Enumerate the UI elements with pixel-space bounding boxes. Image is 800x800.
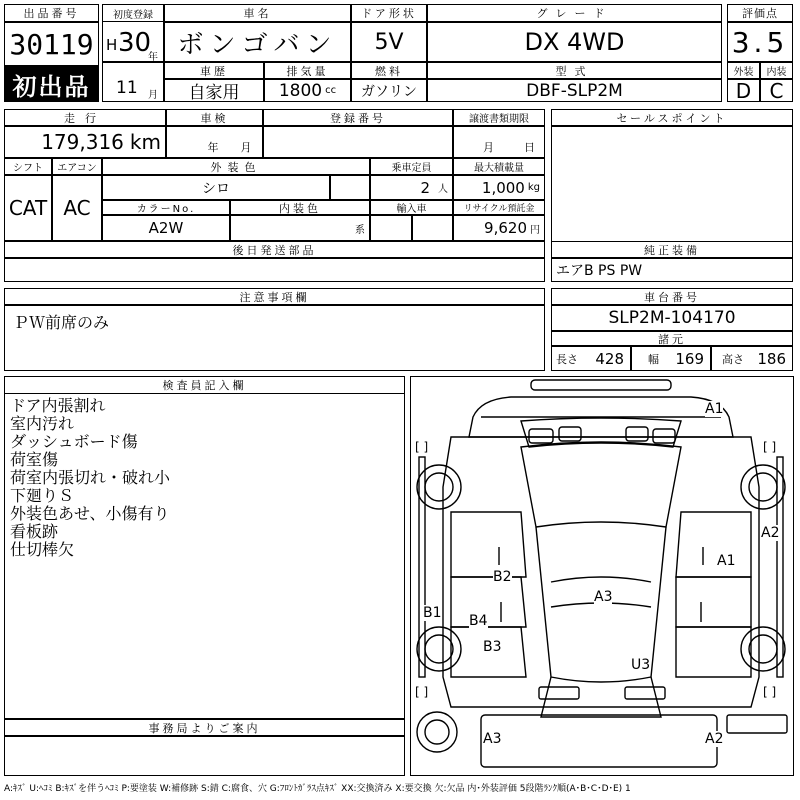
legend-footer: A:ｷｽﾞ U:ﾍｺﾐ B:ｷｽﾞを伴うﾍｺﾐ P:要塗装 W:補修跡 S:錆 C:腐食、穴 G:ﾌﾛﾝﾄｶﾞﾗｽ点ｷｽﾞ XX:交換済み X:要交換 欠:欠品 内･外装評価 5段階ﾗﾝｸ順(A･B･C･D･E) 1 xyxy=(4,784,631,794)
reg-month-unit: 月 xyxy=(148,90,158,101)
list-item: 外装色あせ、小傷有り xyxy=(10,504,170,523)
mileage-label: 走行 xyxy=(4,109,166,126)
mark-a1-top: A1 xyxy=(705,401,724,417)
first-listing-badge: 初出品 xyxy=(4,66,99,102)
bracket-left-upper: [ ] xyxy=(415,440,429,454)
mark-a1-right: A1 xyxy=(717,553,736,569)
ext-color: シロ xyxy=(102,175,330,200)
door-type: 5V xyxy=(351,22,427,62)
inspector-list xyxy=(10,397,170,559)
dim-length-cell xyxy=(551,346,631,371)
equipment: エアB PS PW xyxy=(551,258,793,282)
door-label: ドア形状 xyxy=(351,4,427,22)
model-label: 型式 xyxy=(427,62,722,79)
list-item: 下廻りＳ xyxy=(10,486,75,505)
insp-month-unit: 月 xyxy=(240,141,252,154)
bracket-right-lower: [ ] xyxy=(763,685,777,699)
mark-a2-right: A2 xyxy=(761,525,780,541)
lot-label: 出品番号 xyxy=(4,4,99,22)
sales-point xyxy=(551,126,793,242)
chassis-label: 車台番号 xyxy=(551,288,793,305)
shift: CAT xyxy=(4,175,52,241)
reg-year-unit: 年 xyxy=(148,52,158,63)
import-left xyxy=(370,215,412,241)
list-item: 室内汚れ xyxy=(10,414,75,433)
mileage-cell xyxy=(4,126,166,158)
maxload: 1,000 xyxy=(481,178,525,197)
capacity-label: 乗車定員 xyxy=(370,158,453,175)
ext-color-label: 外装色 xyxy=(102,158,370,175)
doc-deadline-label: 譲渡書類期限 xyxy=(453,109,545,126)
recycle-cell xyxy=(453,215,545,241)
import-label: 輸入車 xyxy=(370,200,453,215)
mileage-unit: km xyxy=(129,130,161,154)
colorno: A2W xyxy=(102,215,230,241)
exterior-grade: D xyxy=(727,79,760,102)
list-item: 仕切棒欠 xyxy=(10,540,75,559)
inspection-label: 車検 xyxy=(166,109,263,126)
bracket-right-upper: [ ] xyxy=(763,440,777,454)
list-item: ドア内張割れ xyxy=(10,396,106,415)
reg-era: H xyxy=(106,36,118,54)
mark-u3: U3 xyxy=(631,657,651,673)
mileage: 179,316 xyxy=(41,130,124,154)
mark-a2-bottom: A2 xyxy=(705,731,724,747)
doc-day-unit: 日 xyxy=(524,141,535,154)
regno-value xyxy=(263,126,453,158)
capacity-unit: 人 xyxy=(438,184,448,195)
maxload-cell xyxy=(453,175,545,200)
aircon-label: エアコン xyxy=(52,158,102,175)
mark-a3-center: A3 xyxy=(594,589,613,605)
fuel: ガソリン xyxy=(351,79,427,102)
dim-width-cell xyxy=(631,346,711,371)
interior-grade: C xyxy=(760,79,793,102)
height: 186 xyxy=(757,349,786,368)
spec-label: 諸元 xyxy=(551,331,793,346)
maxload-label: 最大積載量 xyxy=(453,158,545,175)
equipment-label: 純正装備 xyxy=(551,241,793,258)
lot-number: 30119 xyxy=(4,22,99,66)
insp-year-unit: 年 xyxy=(207,141,219,154)
inspector-label: 検査員記入欄 xyxy=(4,376,405,394)
intcolor-unit: 系 xyxy=(355,224,365,236)
displacement-unit: cc xyxy=(325,85,337,96)
dim-height-cell xyxy=(711,346,793,371)
doc-deadline xyxy=(453,126,545,158)
office-notes xyxy=(4,736,405,776)
mark-a3-bottom: A3 xyxy=(483,731,502,747)
car-name-label: 車名 xyxy=(164,4,351,22)
list-item: 荷室内張切れ・破れ小 xyxy=(10,468,171,487)
interior-label: 内装 xyxy=(760,62,793,79)
displacement: 1800 xyxy=(278,80,323,101)
length-label: 長さ xyxy=(556,352,578,366)
mark-b1: B1 xyxy=(423,605,442,621)
displacement-cell xyxy=(264,79,351,102)
chassis-number: SLP2M-104170 xyxy=(551,305,793,331)
later-parts-label: 後日発送部品 xyxy=(4,241,545,258)
ext-color-extra xyxy=(330,175,370,200)
notes: ＰＷ前席のみ xyxy=(4,305,545,371)
list-item: 看板跡 xyxy=(10,522,59,541)
reg-year: 30 xyxy=(118,28,152,58)
displacement-label: 排気量 xyxy=(264,62,351,79)
mark-b3: B3 xyxy=(483,639,502,655)
model-code: DBF-SLP2M xyxy=(427,79,722,102)
recycle-label: リサイクル預託金 xyxy=(453,200,545,215)
overall-score: 3.5 xyxy=(727,22,793,62)
bracket-left-lower: [ ] xyxy=(415,685,429,699)
later-parts xyxy=(4,258,545,282)
recycle-unit: 円 xyxy=(530,224,540,236)
office-label: 事務局よりご案内 xyxy=(4,719,405,736)
height-label: 高さ xyxy=(722,352,744,366)
recycle-fee: 9,620 xyxy=(484,219,527,237)
notes-label: 注意事項欄 xyxy=(4,288,545,305)
grade: DX 4WD xyxy=(427,22,722,62)
regno-label: 登録番号 xyxy=(263,109,453,126)
score-label: 評価点 xyxy=(727,4,793,22)
doc-month-unit: 月 xyxy=(483,141,494,154)
fuel-label: 燃料 xyxy=(351,62,427,79)
intcolor-label: 内装色 xyxy=(230,200,370,215)
mark-b4: B4 xyxy=(469,613,488,629)
import-right xyxy=(412,215,453,241)
width-label: 幅 xyxy=(648,352,659,366)
damage-diagram xyxy=(410,376,794,776)
first-reg-label: 初度登録 xyxy=(102,4,164,22)
shift-label: シフト xyxy=(4,158,52,175)
history: 自家用 xyxy=(164,79,264,102)
reg-month: 11 xyxy=(116,78,138,98)
inspection-date xyxy=(166,126,263,158)
car-outline xyxy=(411,377,792,774)
width: 169 xyxy=(675,349,704,368)
list-item: 荷室傷 xyxy=(10,450,59,469)
intcolor xyxy=(230,215,370,241)
colorno-label: カラーNo. xyxy=(102,200,230,215)
aircon: AC xyxy=(52,175,102,241)
car-name: ボンゴバン xyxy=(164,22,351,62)
capacity: 2 xyxy=(420,178,430,197)
sales-point-label: セールスポイント xyxy=(551,109,793,126)
length: 428 xyxy=(595,349,624,368)
list-item: ダッシュボード傷 xyxy=(10,432,138,451)
grade-label: グレード xyxy=(427,4,722,22)
mark-b2: B2 xyxy=(493,569,512,585)
capacity-cell xyxy=(370,175,453,200)
exterior-label: 外装 xyxy=(727,62,760,79)
maxload-unit: kg xyxy=(527,182,540,193)
history-label: 車歴 xyxy=(164,62,264,79)
